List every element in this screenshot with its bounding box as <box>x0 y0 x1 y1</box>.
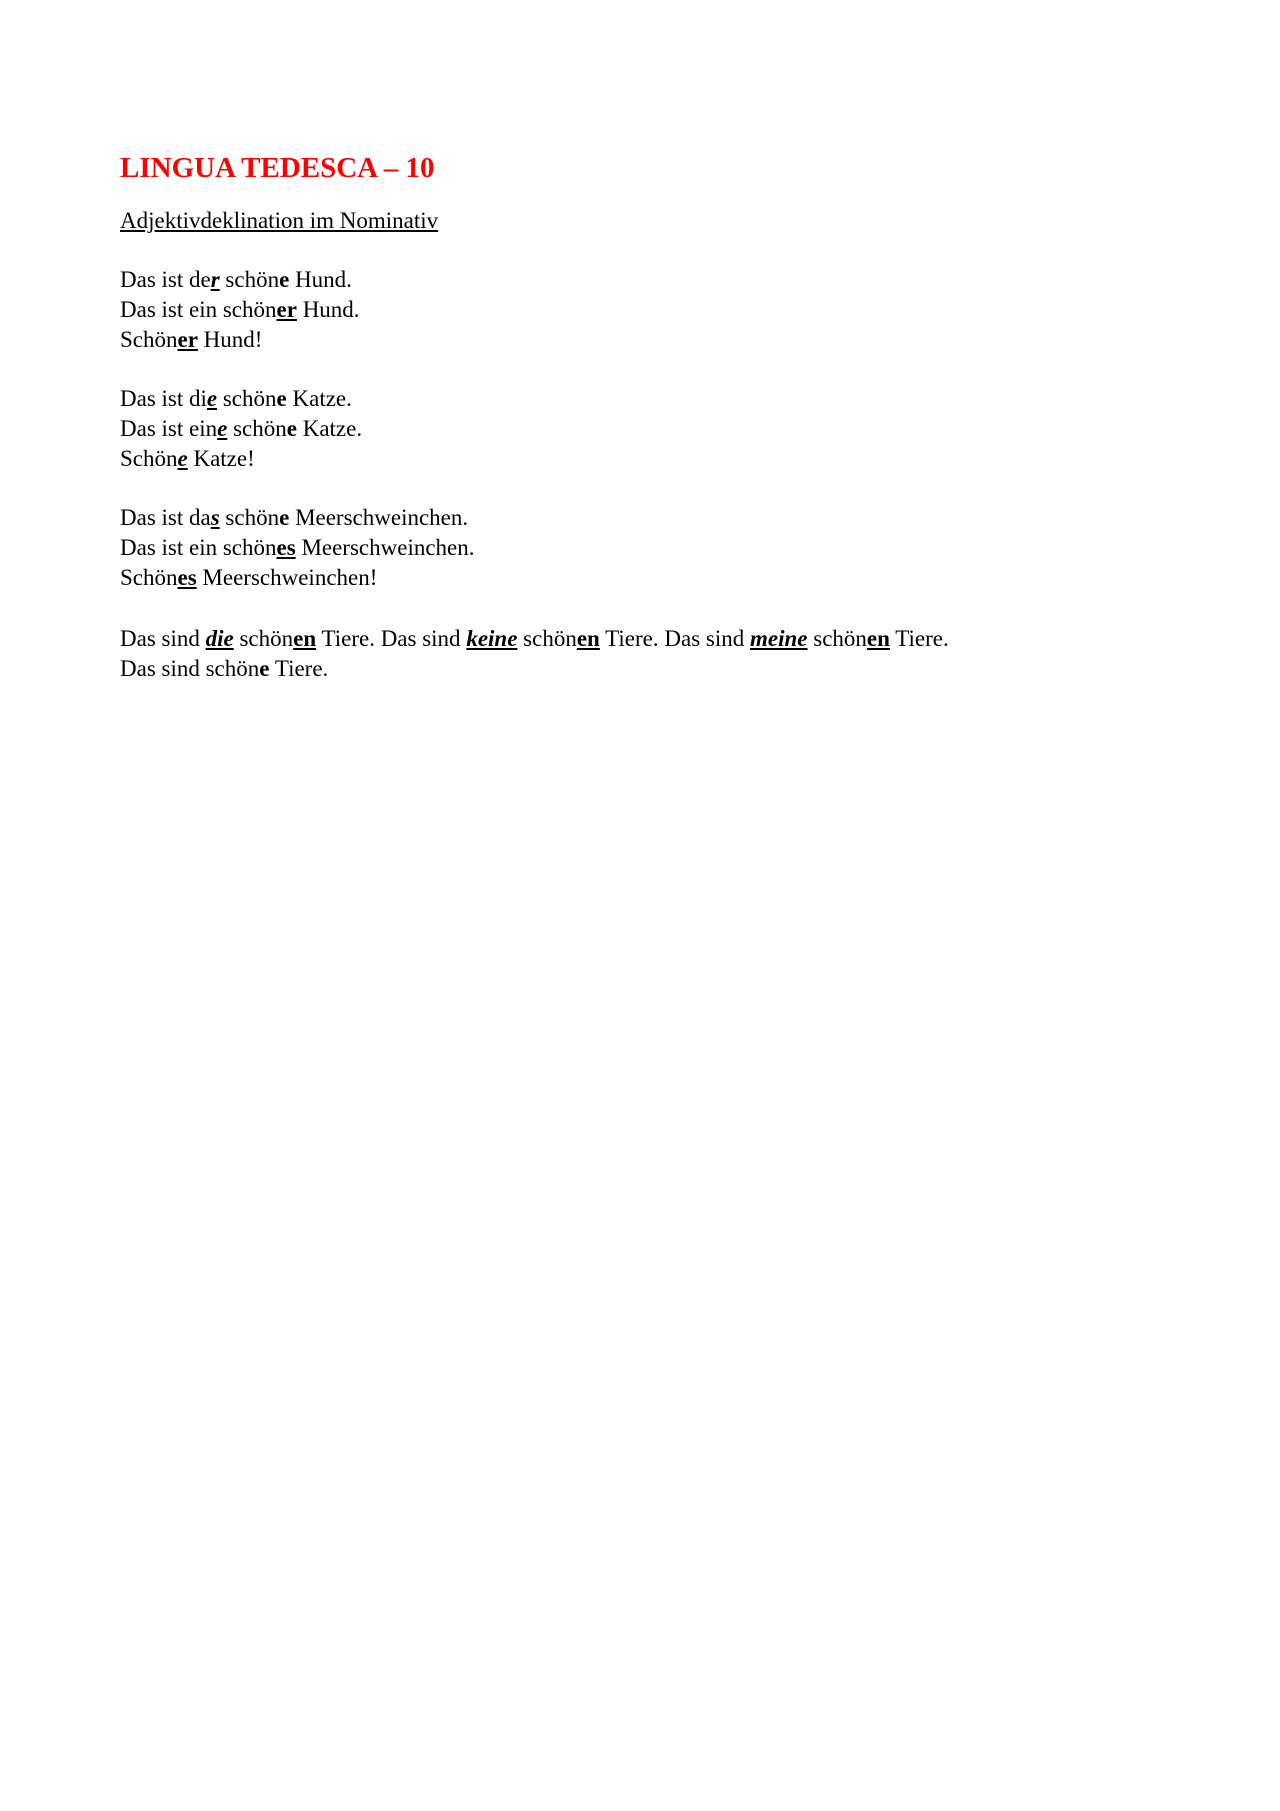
adjective-ending: er <box>177 327 198 352</box>
article-ending: r <box>210 267 220 292</box>
adjective-ending: e <box>259 656 270 681</box>
adjective-ending: en <box>576 626 600 651</box>
example-line: Schöner Hund! <box>120 327 263 352</box>
example-line: Schöne Katze! <box>120 446 255 471</box>
example-line: Das ist die schöne Katze. <box>120 386 352 411</box>
adjective-ending: es <box>276 535 296 560</box>
article-ending: e <box>217 416 228 441</box>
adjective-ending: e <box>276 386 287 411</box>
article-ending: s <box>210 505 220 530</box>
example-line: Das sind schöne Tiere. <box>120 656 329 681</box>
adjective-ending: e <box>177 446 188 471</box>
example-line: Das ist ein schönes Meerschweinchen. <box>120 535 475 560</box>
document-title: LINGUA TEDESCA – 10 <box>120 152 435 184</box>
example-group-neuter <box>120 503 1180 593</box>
adjective-ending: er <box>276 297 297 322</box>
example-line: Das sind die schönen Tiere. Das sind keine schönen Tiere. Das sind meine schönen Tiere. <box>120 626 949 651</box>
adjective-ending: en <box>293 626 317 651</box>
example-group-masculine <box>120 265 1180 355</box>
adjective-ending: e <box>279 505 290 530</box>
plural-article: meine <box>750 626 808 651</box>
example-line: Das ist ein schöner Hund. <box>120 297 360 322</box>
adjective-ending: e <box>279 267 290 292</box>
example-group-feminine <box>120 384 1180 474</box>
example-line: Das ist eine schöne Katze. <box>120 416 363 441</box>
adjective-ending: es <box>177 565 197 590</box>
example-group-plural <box>120 624 1180 684</box>
document-subtitle: Adjektivdeklination im Nominativ <box>120 208 439 233</box>
example-line: Das ist der schöne Hund. <box>120 267 352 292</box>
plural-article: die <box>205 626 234 651</box>
example-line: Das ist das schöne Meerschweinchen. <box>120 505 469 530</box>
example-line: Schönes Meerschweinchen! <box>120 565 378 590</box>
adjective-ending: e <box>286 416 297 441</box>
document-content <box>120 150 1180 684</box>
plural-article: keine <box>466 626 518 651</box>
article-ending: e <box>206 386 218 411</box>
adjective-ending: en <box>866 626 890 651</box>
